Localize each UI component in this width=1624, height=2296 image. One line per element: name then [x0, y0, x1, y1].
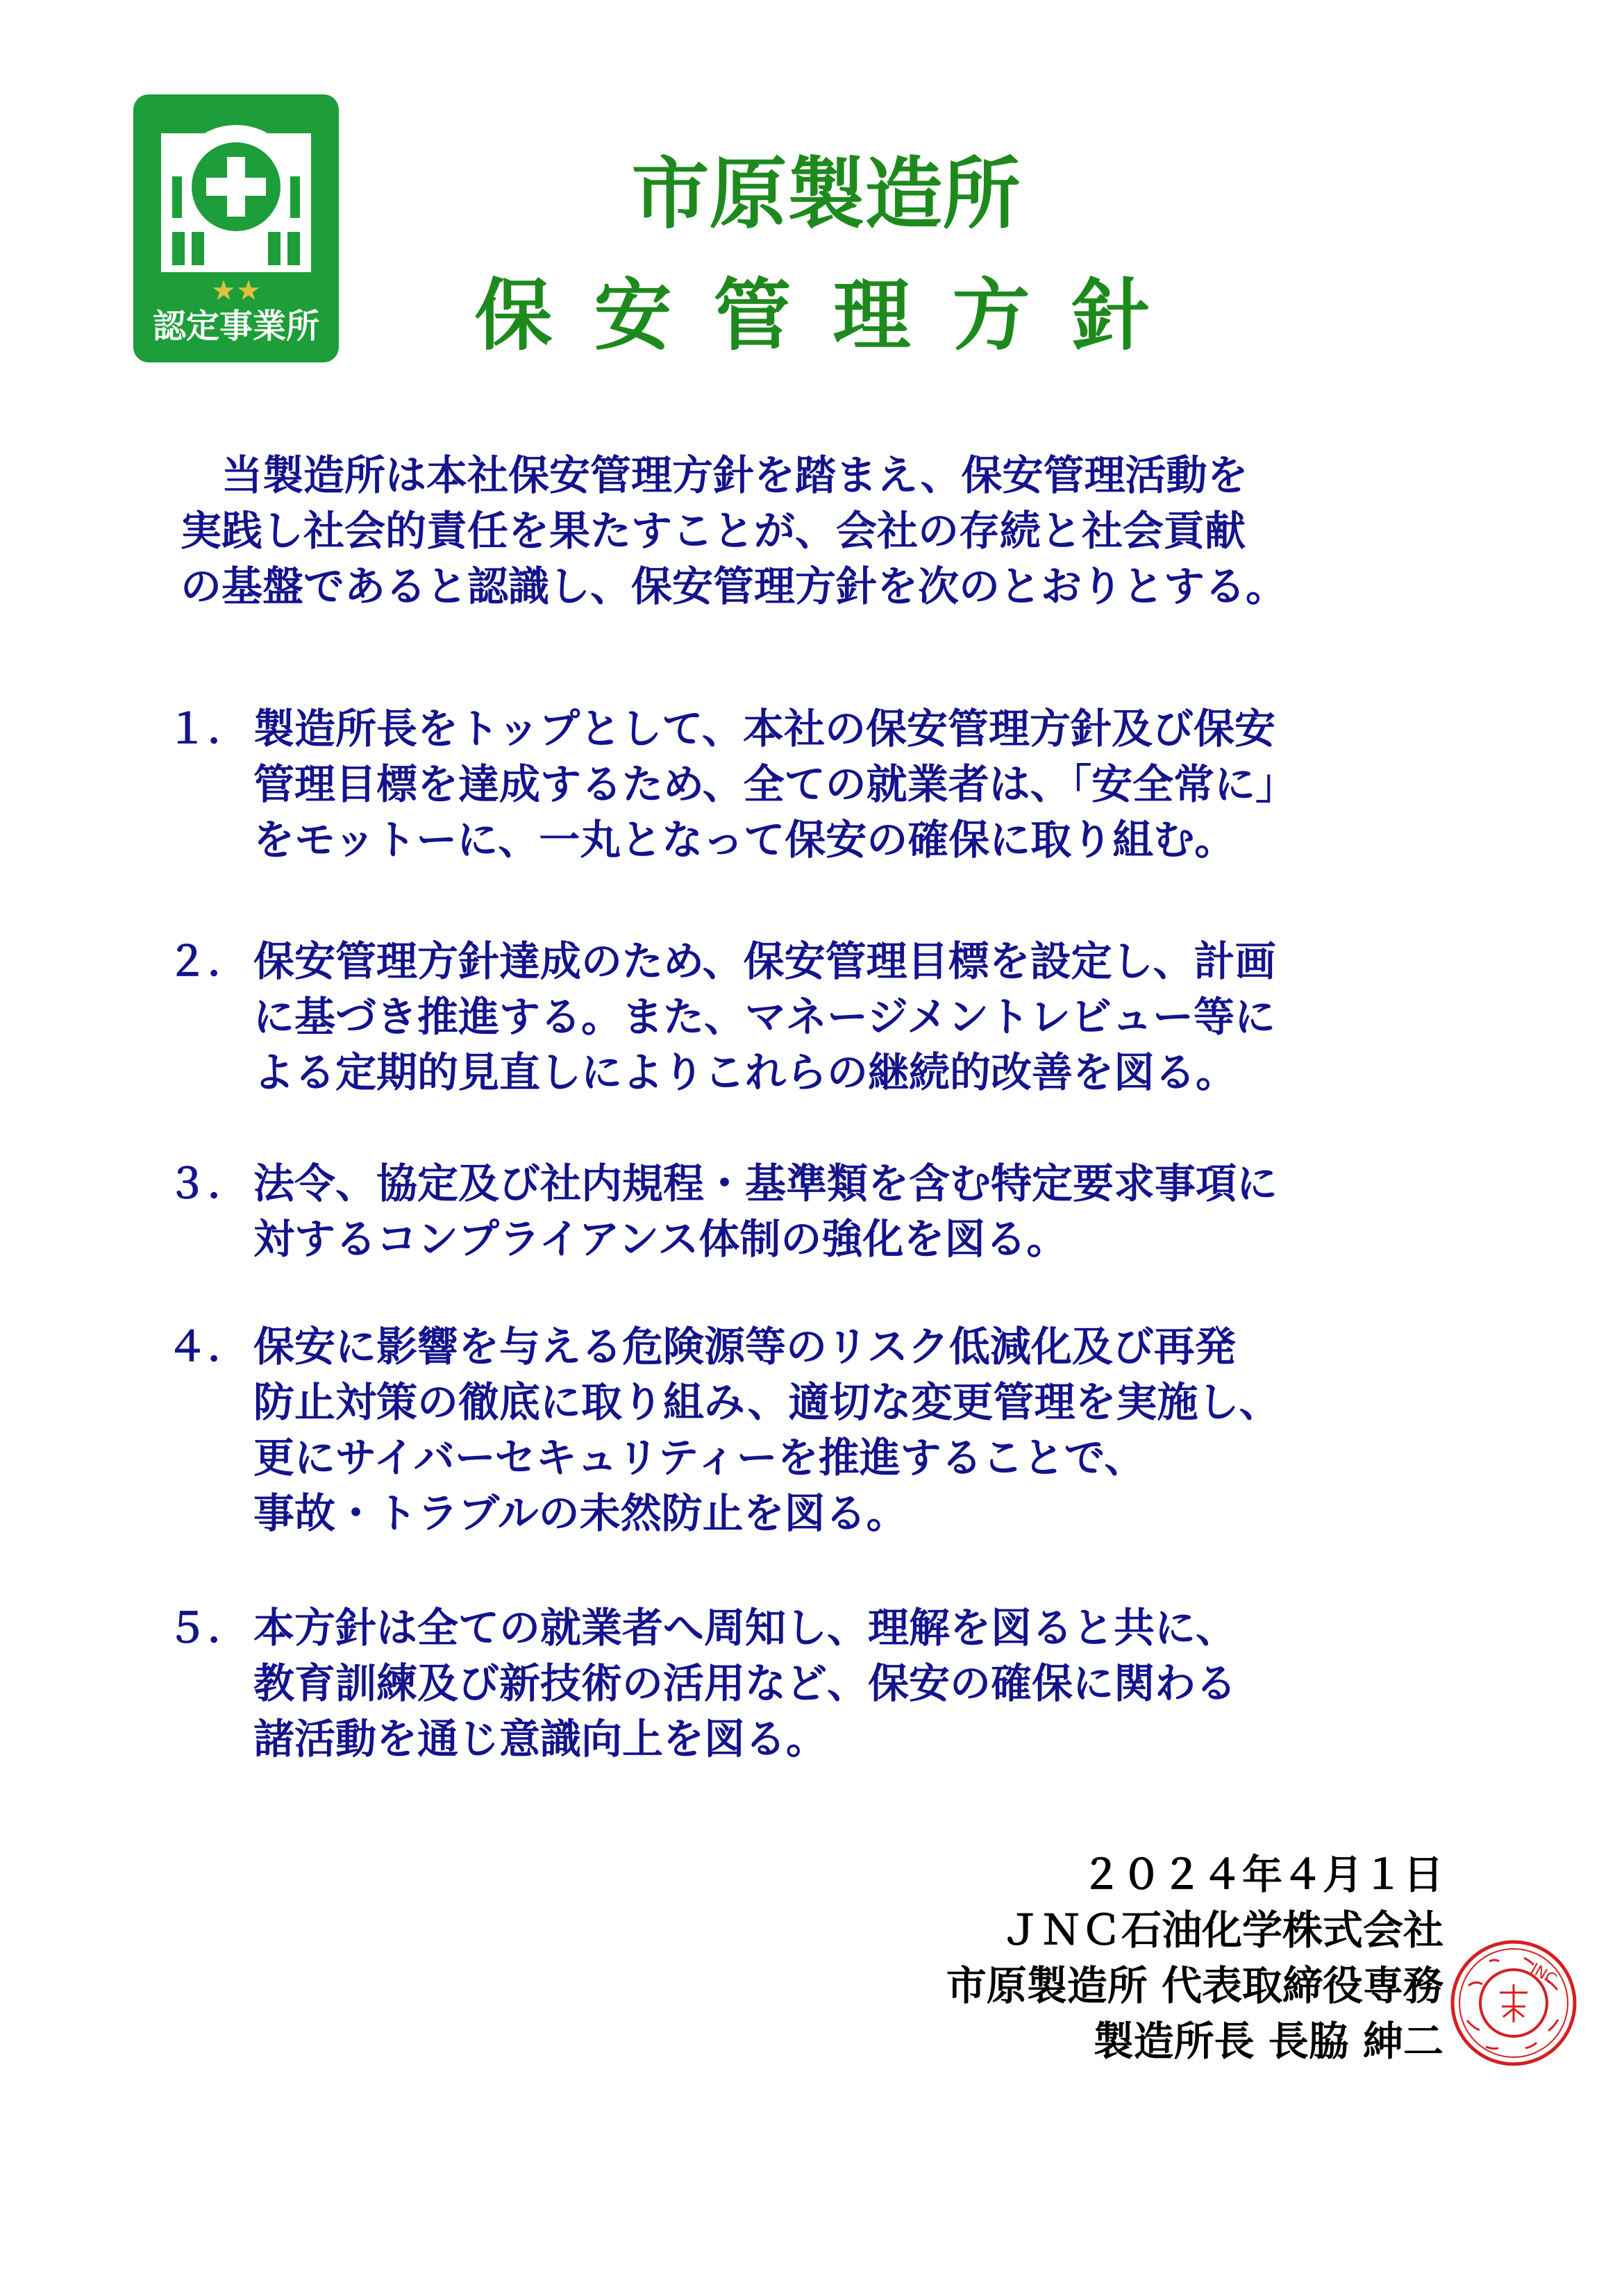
policy-item-line: 法令、協定及び社内規程・基準類を含む特定要求事項に — [253, 1159, 1278, 1207]
stamp-text: JNC — [1527, 1960, 1559, 1989]
policy-item-line: 教育訓練及び新技術の活用など、保安の確保に関わる — [253, 1659, 1237, 1707]
signature-date: ２０２４年４月１日 — [1080, 1851, 1443, 1898]
policy-item-number: １． — [167, 705, 249, 753]
policy-item-line: 防止対策の徹底に取り組み、適切な変更管理を実施し、 — [253, 1378, 1280, 1426]
policy-item-line: に基づき推進する。また、マネージメントレビュー等に — [253, 993, 1276, 1041]
intro-line: 実践し社会的責任を果たすことが、会社の存続と社会貢献 — [181, 507, 1246, 555]
intro-line: 当製造所は本社保安管理方針を踏まえ、保安管理活動を — [181, 451, 1248, 499]
signature-position: 市原製造所 代表取締役専務 — [946, 1962, 1443, 2009]
title-policy-name: 保安管理方針 — [474, 271, 1191, 361]
signature-company: ＪＮＣ石油化学株式会社 — [1000, 1907, 1443, 1954]
policy-item-line: 本方針は全ての就業者へ周知し、理解を図ると共に、 — [253, 1604, 1237, 1652]
policy-item-line: 更にサイバーセキュリティーを推進することで、 — [253, 1434, 1146, 1482]
policy-item-line: 対するコンプライアンス体制の強化を図る。 — [253, 1215, 1068, 1263]
title-site-name: 市原製造所 — [631, 149, 1021, 240]
policy-item-line: 諸活動を通じ意識向上を図る。 — [253, 1715, 828, 1763]
policy-item-line: よる定期的見直しによりこれらの継続的改善を図る。 — [253, 1048, 1237, 1096]
intro-paragraph — [181, 448, 1287, 614]
policy-item-line: 製造所長をトップとして、本社の保安管理方針及び保安 — [253, 705, 1276, 753]
policy-item-line: 事故・トラブルの未然防止を図る。 — [253, 1489, 907, 1537]
company-seal-stamp — [1448, 1937, 1580, 2069]
policy-item-number: ５． — [167, 1604, 249, 1652]
logo-stars: ★★ — [211, 275, 261, 307]
signature-block — [946, 1847, 1443, 2069]
policy-item-line: をモットーに、一丸となって保安の確保に取り組む。 — [253, 816, 1236, 864]
policy-item-line: 保安に影響を与える危険源等のリスク低減化及び再発 — [253, 1323, 1236, 1371]
policy-item-number: ３． — [167, 1159, 249, 1207]
policy-item-line: 保安管理方針達成のため、保安管理目標を設定し、計画 — [253, 937, 1276, 985]
policy-item-line: 管理目標を達成するため、全ての就業者は、「安全常に」 — [253, 760, 1297, 808]
signature-name: 製造所長 長脇 紳二 — [1093, 2018, 1443, 2065]
intro-line: の基盤であると認識し、保安管理方針を次のとおりとする。 — [181, 562, 1287, 610]
logo-label: 認定事業所 — [152, 307, 320, 346]
policy-item-number: ２． — [167, 937, 249, 985]
policy-item-number: ４． — [167, 1323, 249, 1371]
